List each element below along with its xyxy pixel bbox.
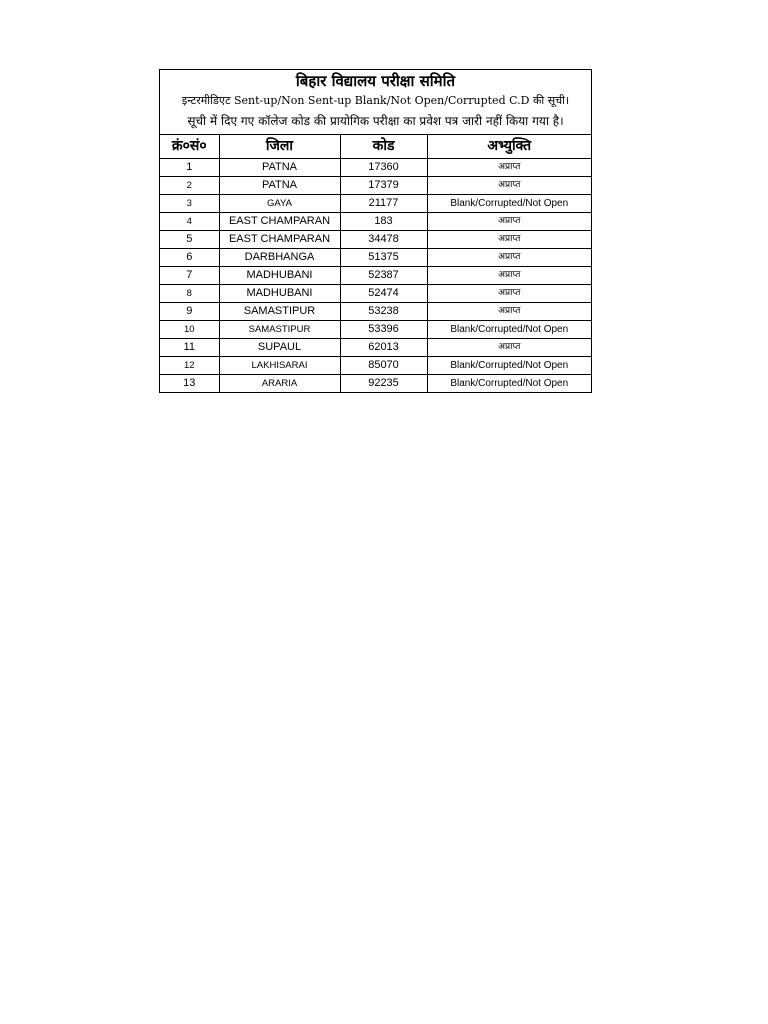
table-row bbox=[160, 303, 591, 321]
table-header-row bbox=[160, 135, 591, 159]
college-code-table bbox=[160, 135, 591, 392]
cell-remark: अप्राप्त bbox=[427, 159, 591, 177]
notice-text: सूची में दिए गए कॉलेज कोड की प्रायोगिक परीक्षा का प्रवेश पत्र जारी नहीं किया गया है। bbox=[187, 114, 564, 128]
cell-code: 183 bbox=[340, 213, 427, 231]
table-row bbox=[160, 249, 591, 267]
cell-code: 17360 bbox=[340, 159, 427, 177]
cell-district: SAMASTIPUR bbox=[219, 303, 340, 321]
cell-code: 21177 bbox=[340, 195, 427, 213]
board-title: बिहार विद्यालय परीक्षा समिति bbox=[295, 72, 456, 90]
cell-serial: 1 bbox=[160, 159, 219, 177]
cell-remark: अप्राप्त bbox=[427, 267, 591, 285]
column-header-remark: अभ्युक्ति bbox=[427, 135, 591, 159]
cell-district: DARBHANGA bbox=[219, 249, 340, 267]
table-row bbox=[160, 267, 591, 285]
cell-remark: Blank/Corrupted/Not Open bbox=[427, 195, 591, 213]
cell-serial: 9 bbox=[160, 303, 219, 321]
column-header-code: कोड bbox=[340, 135, 427, 159]
cell-district: SAMASTIPUR bbox=[219, 321, 340, 339]
cell-code: 51375 bbox=[340, 249, 427, 267]
cell-remark: Blank/Corrupted/Not Open bbox=[427, 321, 591, 339]
table-row bbox=[160, 357, 591, 375]
cell-remark: अप्राप्त bbox=[427, 231, 591, 249]
cell-district: MADHUBANI bbox=[219, 285, 340, 303]
sheet-header bbox=[160, 70, 591, 135]
cell-code: 17379 bbox=[340, 177, 427, 195]
cell-remark: अप्राप्त bbox=[427, 303, 591, 321]
cell-code: 62013 bbox=[340, 339, 427, 357]
cell-serial: 2 bbox=[160, 177, 219, 195]
column-header-serial: क्रं०सं० bbox=[160, 135, 219, 159]
cell-serial: 3 bbox=[160, 195, 219, 213]
cell-serial: 8 bbox=[160, 285, 219, 303]
cell-remark: अप्राप्त bbox=[427, 285, 591, 303]
cell-remark: अप्राप्त bbox=[427, 177, 591, 195]
cell-district: PATNA bbox=[219, 177, 340, 195]
cell-code: 53396 bbox=[340, 321, 427, 339]
cell-district: ARARIA bbox=[219, 375, 340, 393]
cell-serial: 10 bbox=[160, 321, 219, 339]
cell-serial: 7 bbox=[160, 267, 219, 285]
cell-remark: अप्राप्त bbox=[427, 249, 591, 267]
cell-code: 52474 bbox=[340, 285, 427, 303]
cell-code: 85070 bbox=[340, 357, 427, 375]
cell-district: MADHUBANI bbox=[219, 267, 340, 285]
cell-remark: अप्राप्त bbox=[427, 213, 591, 231]
cell-remark: Blank/Corrupted/Not Open bbox=[427, 357, 591, 375]
column-header-district: जिला bbox=[219, 135, 340, 159]
cell-serial: 4 bbox=[160, 213, 219, 231]
cell-code: 52387 bbox=[340, 267, 427, 285]
table-row bbox=[160, 177, 591, 195]
table-row bbox=[160, 159, 591, 177]
cell-district: EAST CHAMPARAN bbox=[219, 213, 340, 231]
table-row bbox=[160, 285, 591, 303]
table-row bbox=[160, 213, 591, 231]
table-row bbox=[160, 231, 591, 249]
cell-remark: Blank/Corrupted/Not Open bbox=[427, 375, 591, 393]
cell-district: SUPAUL bbox=[219, 339, 340, 357]
cell-code: 92235 bbox=[340, 375, 427, 393]
cell-district: PATNA bbox=[219, 159, 340, 177]
cell-district: GAYA bbox=[219, 195, 340, 213]
cell-district: LAKHISARAI bbox=[219, 357, 340, 375]
cell-code: 53238 bbox=[340, 303, 427, 321]
list-subtitle: इन्टरमीडिएट Sent-up/Non Sent-up Blank/Not Open/Corrupted C.D की सूची। bbox=[181, 94, 570, 107]
table-row bbox=[160, 195, 591, 213]
cell-serial: 13 bbox=[160, 375, 219, 393]
list-sheet bbox=[159, 69, 592, 393]
cell-remark: अप्राप्त bbox=[427, 339, 591, 357]
cell-district: EAST CHAMPARAN bbox=[219, 231, 340, 249]
cell-serial: 12 bbox=[160, 357, 219, 375]
cell-serial: 11 bbox=[160, 339, 219, 357]
table-row bbox=[160, 321, 591, 339]
cell-serial: 5 bbox=[160, 231, 219, 249]
cell-code: 34478 bbox=[340, 231, 427, 249]
table-row bbox=[160, 339, 591, 357]
cell-serial: 6 bbox=[160, 249, 219, 267]
table-row bbox=[160, 375, 591, 393]
